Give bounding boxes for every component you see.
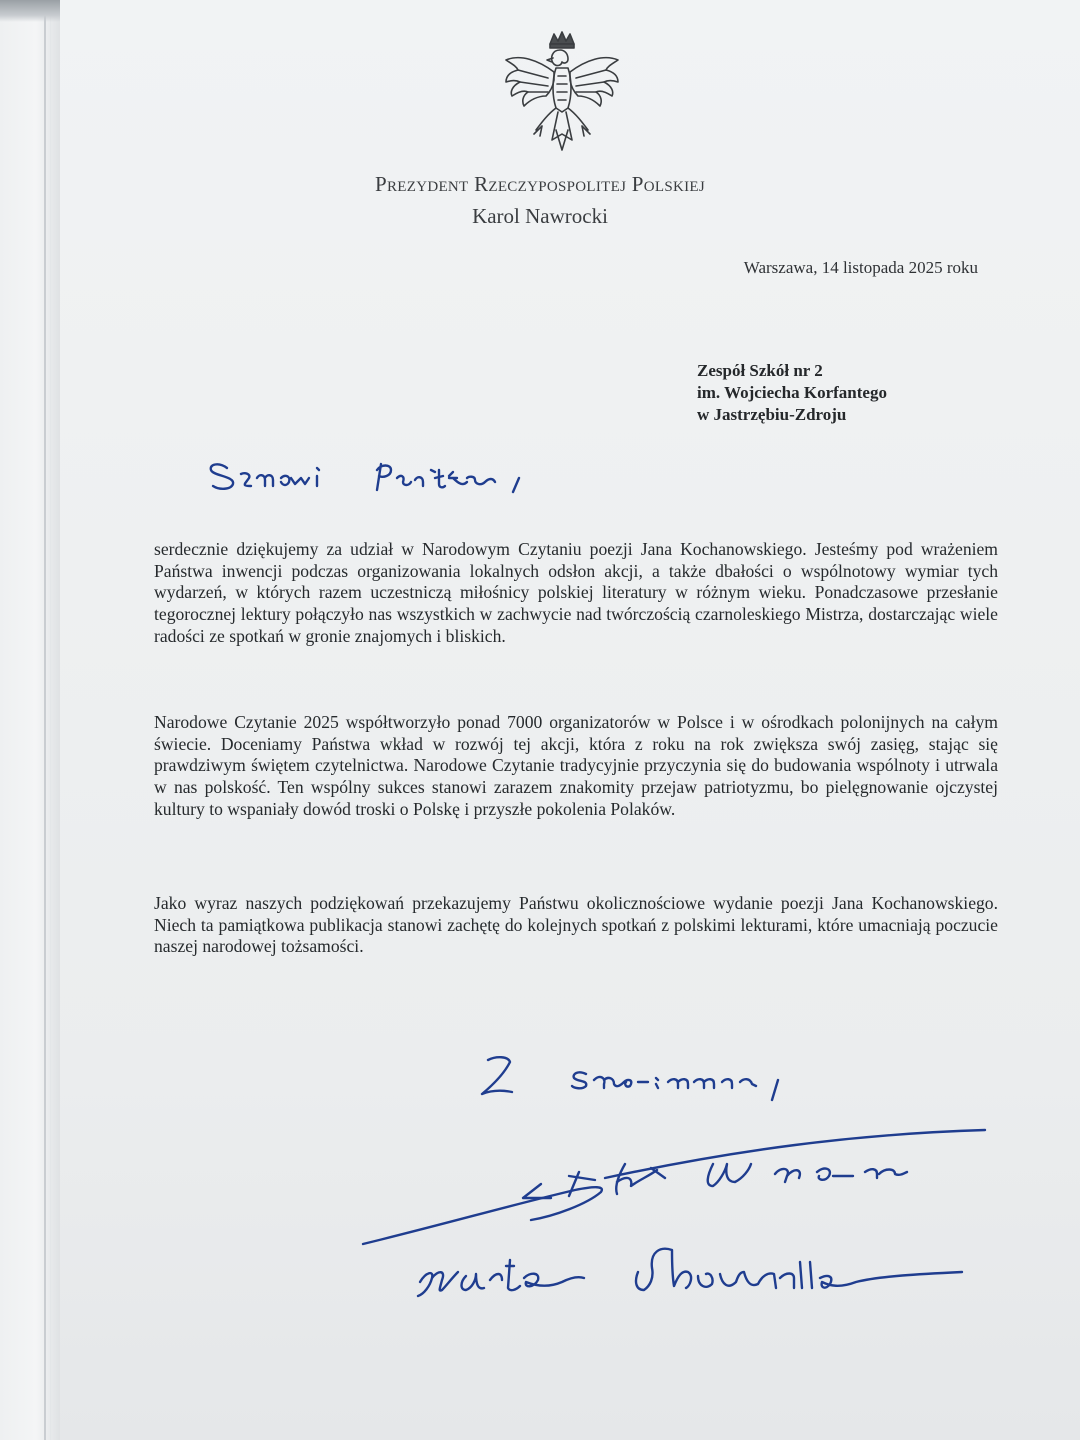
body-paragraph xyxy=(154,893,998,958)
paragraph-text: Narodowe Czytanie 2025 współtworzyło ponad 7000 organizatorów w Polsce i w ośrodkach polonijnych na całym świecie. Doceniamy Państwa wkład w rozwój tej akcji, która z roku na rok zwiększa swój zasięg, stając się prawdziwym świętem czytelnictwa. Narodowe Czytanie tradycyjnie przyczynia się do budowania wspólnoty i utrwala w nas polskość. Ten wspólny sukces stanowi zarazem znakomity przejaw patriotyzmu, bo pielęgnowanie ojczystej kultury to wspaniały dowód troski o Polskę i przyszłe pokolenia Polaków. xyxy=(154,712,998,819)
signature-marta-nawrocka xyxy=(410,1232,970,1302)
polish-eagle-emblem-icon xyxy=(498,30,626,154)
addressee-line: im. Wojciecha Korfantego xyxy=(697,383,887,402)
body-paragraph xyxy=(154,539,998,648)
paragraph-text: Jako wyraz naszych podziękowań przekazujemy Państwu okolicznościowe wydanie poezji Jana Kochanowskiego. Niech ta pamiątkowa publikacja stanowi zachętę do kolejnych spotkań z polskimi lekturami, które umacniają poczucie naszej narodowej tożsamości. xyxy=(154,893,998,957)
addressee-block xyxy=(697,360,887,426)
handwritten-closing xyxy=(478,1050,808,1106)
addressee-line: w Jastrzębiu-Zdroju xyxy=(697,405,847,424)
handwritten-salutation xyxy=(205,448,545,504)
letterhead-name: Karol Nawrocki xyxy=(472,204,608,228)
date-line: Warszawa, 14 listopada 2025 roku xyxy=(743,258,978,277)
letterhead-title: Prezydent Rzeczypospolitej Polskiej xyxy=(374,172,706,196)
addressee-line: Zespół Szkół nr 2 xyxy=(697,361,823,380)
paragraph-text: serdecznie dziękujemy za udział w Narodowym Czytaniu poezji Jana Kochanowskiego. Jesteśmy pod wrażeniem Państwa inwencji podczas organizowania lokalnych odsłon akcji, a także dbałości o wspólnotowy wymiar tych wydarzeń, w których razem uczestniczą miłośnicy polskiej literatury w różnym wieku. Ponadczasowe przesłanie tegorocznej lektury połączyło nas wszystkich w zachwycie nad twórczością czarnoleskiego Mistrza, dostarczając wiele radości ze spotkań w gronie znajomych i bliskich. xyxy=(154,539,998,646)
body-paragraph xyxy=(154,712,998,821)
